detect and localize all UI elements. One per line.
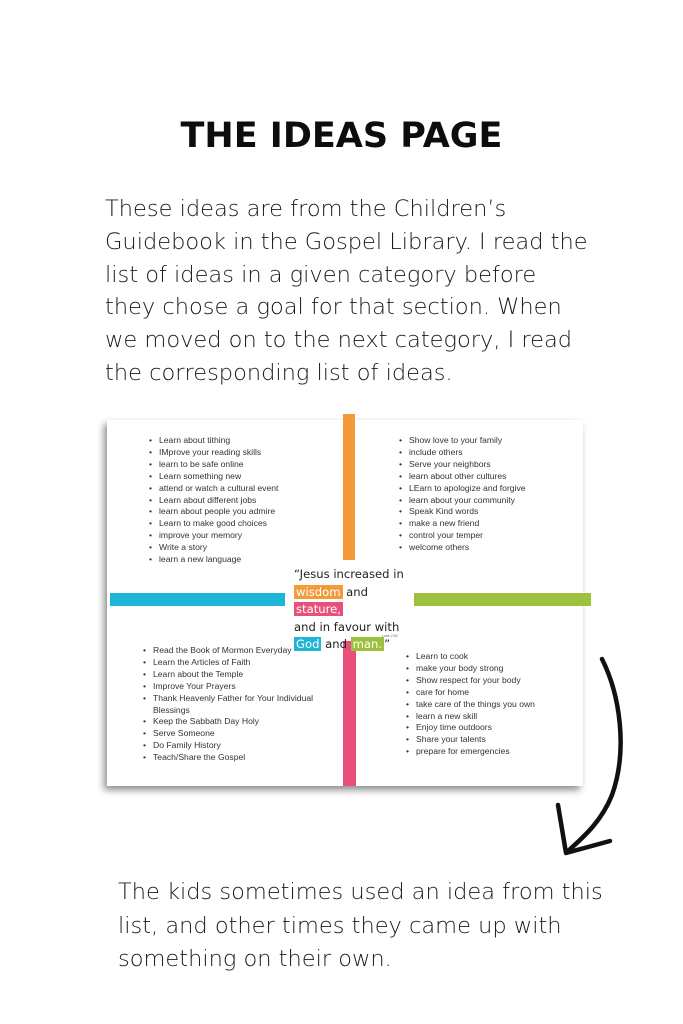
list-item: • learn about your community (399, 495, 579, 507)
spiritual-ideas-list (143, 645, 333, 764)
list-item: • Teach/Share the Gospel (143, 752, 333, 764)
quote-reference: Luke 2:52 (382, 634, 398, 638)
list-item: • Show love to your family (399, 435, 579, 447)
pink-divider-bar (343, 641, 356, 786)
curved-down-arrow-icon (550, 655, 630, 865)
list-item: • Learn the Articles of Faith (143, 657, 333, 669)
list-item: • Write a story (149, 542, 339, 554)
list-item: • learn about people you admire (149, 506, 339, 518)
list-item: • Improve Your Prayers (143, 681, 333, 693)
list-item: • Learn about different jobs (149, 495, 339, 507)
list-item: • IMprove your reading skills (149, 447, 339, 459)
list-item: • care for home (406, 687, 586, 699)
list-item: • learn a new language (149, 554, 339, 566)
list-item: • Learn about the Temple (143, 669, 333, 681)
list-item: • Serve Someone (143, 728, 333, 740)
list-item: • Keep the Sabbath Day Holy (143, 716, 333, 728)
list-item: • make your body strong (406, 663, 586, 675)
green-divider-bar (414, 593, 591, 606)
orange-divider-bar (343, 414, 355, 560)
cyan-divider-bar (110, 593, 285, 606)
list-item: • learn about other cultures (399, 471, 579, 483)
list-item: • take care of the things you own (406, 699, 586, 711)
intro-paragraph: These ideas are from the Children’s Guidebook in the Gospel Library. I read the list of ideas in a given category before they chose a goal for that section. When we moved on to the next category, I read the corresponding list of ideas. (105, 196, 588, 386)
list-item: • Enjoy time outdoors (406, 722, 586, 734)
list-item: • Thank Heavenly Father for Your Individual Blessings (143, 693, 333, 717)
list-item: • control your temper (399, 530, 579, 542)
wisdom-ideas-list (149, 435, 339, 566)
list-item: • Learn about tithing (149, 435, 339, 447)
list-item: • Learn something new (149, 471, 339, 483)
list-item: • Serve your neighbors (399, 459, 579, 471)
list-item: • Read the Book of Mormon Everyday (143, 645, 333, 657)
quote-word-stature: stature, (296, 602, 341, 617)
quote-closing: ” (384, 637, 391, 652)
quote-word-man: man. (352, 637, 383, 652)
quote-opening: “Jesus increased in (294, 567, 404, 581)
list-item: • Learn to cook (406, 651, 586, 663)
list-item: • Share your talents (406, 734, 586, 746)
list-item: • learn to be safe online (149, 459, 339, 471)
quote-word-god: God (296, 637, 320, 652)
quote-middle: and in favour with (294, 619, 400, 634)
list-item: • make a new friend (399, 518, 579, 530)
quote-word-wisdom: wisdom (296, 584, 341, 599)
list-item: • Learn to make good choices (149, 518, 339, 530)
list-item: • welcome others (399, 542, 579, 554)
list-item: • LEarn to apologize and forgive (399, 483, 579, 495)
list-item: • Speak Kind words (399, 506, 579, 518)
social-ideas-list (399, 435, 579, 554)
list-item: • Show respect for your body (406, 675, 586, 687)
quote-and: and (321, 637, 351, 652)
list-item: • learn a new skill (406, 711, 586, 723)
scripture-quote (294, 566, 412, 654)
list-item: • Do Family History (143, 740, 333, 752)
list-item: • improve your memory (149, 530, 339, 542)
outro-paragraph: The kids sometimes used an idea from this list, and other times they came up with something on their own. (118, 879, 603, 972)
page-title: THE IDEAS PAGE (180, 116, 503, 156)
quote-and: and (342, 584, 368, 599)
list-item: • include others (399, 447, 579, 459)
list-item: • attend or watch a cultural event (149, 483, 339, 495)
list-item: • prepare for emergencies (406, 746, 586, 758)
